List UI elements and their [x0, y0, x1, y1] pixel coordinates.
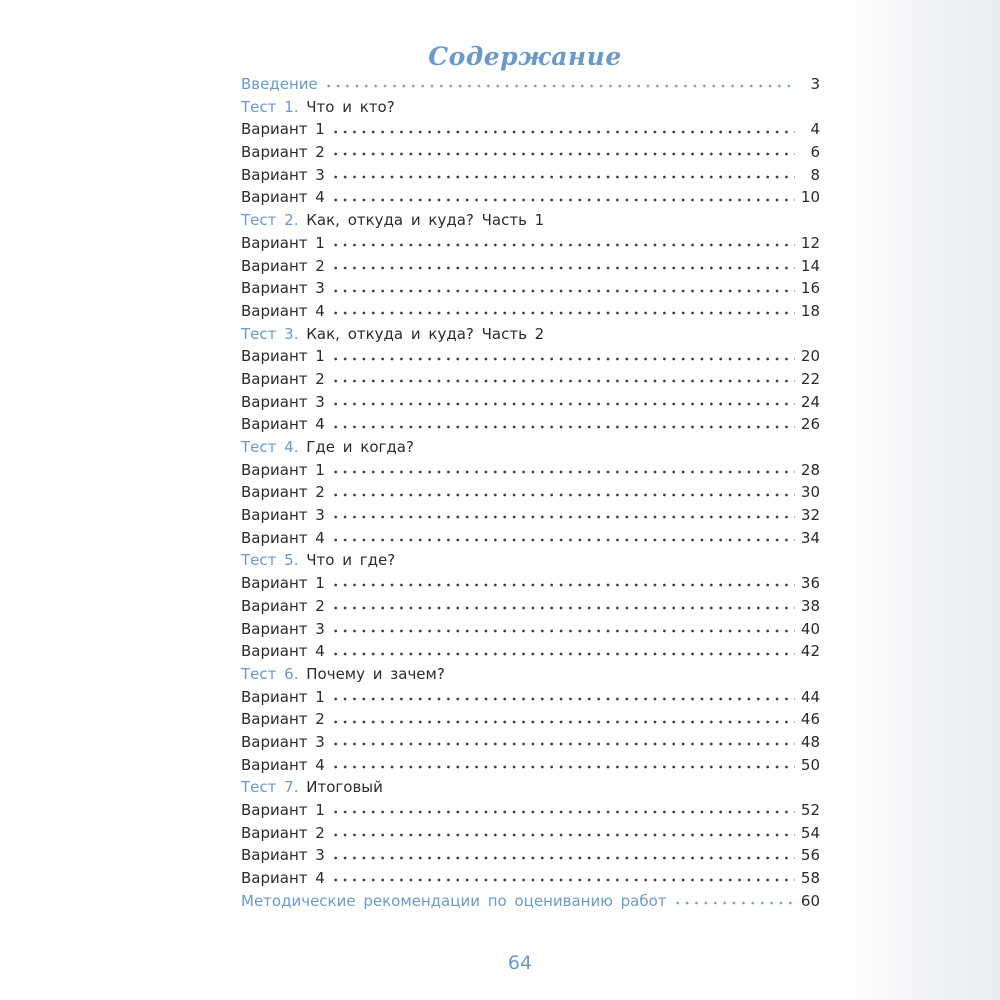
toc-entry-label: Вариант 4	[241, 755, 325, 774]
dot-leader	[331, 488, 795, 498]
dot-leader	[331, 261, 795, 271]
test-title: Как, откуда и куда? Часть 1	[306, 211, 545, 230]
toc-entry-label: Вариант 3	[241, 619, 325, 638]
toc-entry-variant[interactable]	[241, 368, 820, 391]
test-number: Тест 5.	[241, 551, 299, 570]
toc-page-number: 48	[800, 732, 820, 751]
toc-test-heading-label	[241, 776, 383, 799]
toc-entry-variant[interactable]	[241, 118, 820, 141]
toc-test-heading[interactable]	[241, 549, 820, 572]
toc-page-number: 52	[800, 801, 820, 819]
dot-leader	[331, 715, 795, 725]
toc-entry-variant[interactable]	[241, 708, 820, 731]
dot-leader	[331, 601, 795, 611]
toc-page-number: 60	[800, 891, 820, 910]
toc-page-number: 26	[800, 415, 820, 434]
toc-test-heading-label	[241, 323, 544, 346]
test-title: Итоговый	[306, 778, 383, 797]
toc-entry-variant[interactable]	[241, 504, 820, 527]
dot-leader	[331, 193, 795, 203]
toc-entry-label: Вариант 4	[241, 188, 325, 207]
toc-page-number: 8	[810, 165, 820, 184]
toc-page-number: 12	[800, 233, 820, 252]
test-number: Тест 1.	[241, 97, 299, 116]
toc-entry-variant[interactable]	[241, 413, 820, 436]
toc-page-number: 44	[800, 687, 820, 706]
dot-leader	[331, 828, 795, 838]
toc-entry-label: Вариант 2	[241, 710, 325, 729]
toc-test-heading[interactable]	[241, 323, 820, 346]
toc-entry-variant[interactable]	[241, 391, 820, 414]
toc-test-heading[interactable]	[241, 776, 820, 799]
toc-entry-label: Вариант 1	[241, 687, 325, 706]
dot-leader	[331, 533, 795, 543]
tests-list	[241, 96, 820, 890]
toc-page-number: 58	[800, 869, 820, 888]
toc-entry-label: Вариант 1	[241, 574, 325, 593]
dot-leader	[331, 737, 795, 747]
toc-entry-label: Вариант 1	[241, 233, 325, 252]
toc-entry-variant[interactable]	[241, 572, 820, 595]
toc-page-number: 24	[800, 392, 820, 411]
toc-entry-label: Вариант 2	[241, 256, 325, 275]
toc-entry-variant[interactable]	[241, 799, 820, 822]
toc-page-number: 46	[800, 710, 820, 729]
test-title: Как, откуда и куда? Часть 2	[306, 324, 545, 343]
toc-entry-variant[interactable]	[241, 232, 820, 255]
toc-entry-variant[interactable]	[241, 527, 820, 550]
toc-page-number: 22	[800, 369, 820, 388]
toc-entry-label: Вариант 4	[241, 301, 325, 320]
dot-leader	[331, 851, 795, 861]
toc-test-heading-label	[241, 209, 544, 232]
dot-leader	[331, 420, 795, 430]
toc-entry-label: Вариант 3	[241, 732, 325, 751]
toc-entry-variant[interactable]	[241, 141, 820, 164]
dot-leader	[331, 647, 795, 657]
toc-entry-label: Вариант 1	[241, 460, 325, 479]
dot-leader	[331, 374, 795, 384]
toc-entry-label: Вариант 1	[241, 120, 325, 139]
toc-entry-intro[interactable]	[241, 73, 820, 96]
dot-leader	[673, 896, 795, 906]
toc-page-number: 50	[800, 755, 820, 774]
toc-page-number: 38	[800, 596, 820, 615]
test-title: Почему и зачем?	[306, 664, 445, 683]
test-title: Что и кто?	[306, 97, 395, 116]
toc-entry-variant[interactable]	[241, 618, 820, 641]
toc-entry-label: Вариант 3	[241, 279, 325, 298]
toc-test-heading-label	[241, 549, 395, 572]
dot-leader	[331, 760, 795, 770]
toc-entry-label: Вариант 3	[241, 846, 325, 865]
toc-test-heading[interactable]	[241, 663, 820, 686]
dot-leader	[331, 125, 795, 135]
toc-entry-variant[interactable]	[241, 300, 820, 323]
toc-entry-variant[interactable]	[241, 459, 820, 482]
toc-entry-variant[interactable]	[241, 595, 820, 618]
toc-page-number: 6	[810, 143, 820, 162]
toc-entry-variant[interactable]	[241, 844, 820, 867]
toc-entry-label: Вариант 4	[241, 642, 325, 661]
toc-entry-variant[interactable]	[241, 186, 820, 209]
toc-page-number: 42	[800, 642, 820, 661]
toc-entry-label: Вариант 1	[241, 801, 325, 819]
dot-leader	[331, 873, 795, 883]
toc-entry-variant[interactable]	[241, 481, 820, 504]
toc-page-number: 30	[800, 483, 820, 502]
toc-entry-label: Вариант 3	[241, 392, 325, 411]
dot-leader	[331, 306, 795, 316]
toc-entry-label: Вариант 1	[241, 347, 325, 366]
toc-test-heading-label	[241, 436, 414, 459]
dot-leader	[331, 238, 795, 248]
page-number: 64	[507, 952, 533, 974]
toc-entry-label: Вариант 3	[241, 165, 325, 184]
dot-leader	[331, 284, 795, 294]
toc-entry-variant[interactable]	[241, 345, 820, 368]
toc-entry-methodical[interactable]	[241, 890, 820, 913]
toc-page-number: 3	[810, 75, 820, 93]
toc-entry-label: Вариант 2	[241, 823, 325, 842]
toc-entry-variant[interactable]	[241, 754, 820, 777]
toc-entry-variant[interactable]	[241, 822, 820, 845]
toc-title: Содержание	[428, 42, 622, 71]
toc-entry-label: Вариант 4	[241, 869, 325, 888]
toc-entry-label: Вариант 4	[241, 415, 325, 434]
test-number: Тест 2.	[241, 211, 299, 230]
dot-leader	[331, 692, 795, 702]
toc-page-number: 34	[800, 528, 820, 547]
toc-test-heading[interactable]	[241, 436, 820, 459]
dot-leader	[331, 578, 795, 588]
toc-page-number: 28	[800, 460, 820, 479]
toc-test-heading[interactable]	[241, 96, 820, 119]
test-number: Тест 6.	[241, 664, 299, 683]
dot-leader	[331, 170, 795, 180]
toc-entry-label: Введение	[241, 75, 318, 93]
toc-test-heading[interactable]	[241, 209, 820, 232]
toc-entry-variant[interactable]	[241, 164, 820, 187]
toc-test-heading-label	[241, 96, 395, 119]
dot-leader	[331, 352, 795, 362]
toc-page-number: 32	[800, 506, 820, 525]
toc-entry-variant[interactable]	[241, 277, 820, 300]
test-number: Тест 7.	[241, 778, 299, 797]
toc-entry-label: Методические рекомендации по оцениванию работ	[241, 891, 667, 910]
toc-entry-variant[interactable]	[241, 255, 820, 278]
toc-entry-variant[interactable]	[241, 686, 820, 709]
toc-page-number: 4	[810, 120, 820, 139]
toc-page-number: 16	[800, 279, 820, 298]
toc-page-number: 54	[800, 823, 820, 842]
toc-page-number: 10	[800, 188, 820, 207]
toc-page-number: 40	[800, 619, 820, 638]
dot-leader	[331, 805, 795, 815]
toc-entry-variant[interactable]	[241, 731, 820, 754]
toc-page-number: 56	[800, 846, 820, 865]
toc-entry-label: Вариант 3	[241, 506, 325, 525]
dot-leader	[331, 510, 795, 520]
dot-leader	[331, 465, 795, 475]
toc-entry-variant[interactable]	[241, 867, 820, 890]
table-of-contents	[241, 73, 820, 912]
test-number: Тест 3.	[241, 324, 299, 343]
dot-leader	[331, 624, 795, 634]
toc-entry-label: Вариант 2	[241, 596, 325, 615]
test-number: Тест 4.	[241, 438, 299, 456]
toc-entry-label: Вариант 2	[241, 369, 325, 388]
dot-leader	[331, 397, 795, 407]
dot-leader	[324, 79, 795, 89]
dot-leader	[331, 147, 795, 157]
toc-page-number: 36	[800, 574, 820, 593]
test-title: Что и где?	[306, 551, 396, 570]
toc-page-number: 14	[800, 256, 820, 275]
toc-page-number: 20	[800, 347, 820, 366]
toc-entry-variant[interactable]	[241, 640, 820, 663]
page-edge-shadow	[840, 0, 1000, 1000]
toc-entry-label: Вариант 2	[241, 483, 325, 502]
toc-entry-label: Вариант 2	[241, 143, 325, 162]
toc-page-number: 18	[800, 301, 820, 320]
toc-test-heading-label	[241, 663, 445, 686]
test-title: Где и когда?	[306, 438, 414, 456]
toc-entry-label: Вариант 4	[241, 528, 325, 547]
